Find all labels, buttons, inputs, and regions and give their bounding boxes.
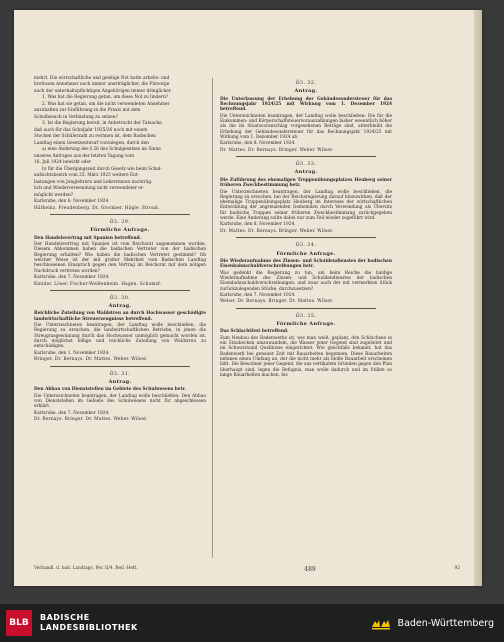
item-32 — [220, 81, 392, 153]
lions-icon — [370, 615, 392, 631]
item-body: Der Handelsvertrag mit Spanien ist vom Reichsrat angenommen worden. Diesem Abkommen haben die badischen Vertreter von der badischen Regierung erhalten? Wie haben die badischen Vertreter gestimmt? Ob welcher Weise ist der mit großer Mehrheit vom Badischen Landtag beschlossenen Einspruch gegen den Vertrag im Reichsrat mit dem nötigen Nachdruck vertreten worden? — [34, 242, 206, 274]
intro-line: brotlosen Annehmer noch immer unerträglicher, die Fürsorge — [34, 82, 170, 88]
item-number: Ö3. 33. — [295, 162, 317, 168]
intro-line: möglicht werden? — [34, 192, 74, 198]
item-34 — [220, 243, 392, 305]
item-signers: Weber. Dr. Bernays. Bringer. Dr. Mattes. Wilser. — [220, 299, 334, 305]
item-29 — [34, 220, 206, 287]
intro-line: a) eine Änderung des § 26 des Schulgesetzes im Sinne — [42, 147, 161, 153]
item-number: Ö3. 34. — [295, 243, 317, 249]
intro-text — [34, 76, 206, 198]
item-title: Förmliche Anfrage. — [276, 250, 336, 257]
item-subject: Die Unterlassung der Erhebung der Gebäudesondersteuer für das Rechnungsjahr 1924/25 mit Wirkung vom 1. Dezember 1924 betreffend. — [220, 96, 392, 113]
footer-right-number: 92 — [454, 566, 460, 571]
item-title: Antrag. — [108, 303, 132, 310]
item-subject: Das Schlachtfest betreffend. — [220, 329, 289, 335]
item-signers: Kinider. Löser. Fischer-Weißenheim. Hagen. Schumsf. — [34, 281, 162, 287]
item-title: Antrag. — [294, 88, 318, 95]
item-date: Karlsruhe, den 8. November 1924. — [220, 222, 296, 228]
intro-line: aufsichtsbezirk vom 25. März 1923 weitere Ent- — [34, 173, 140, 179]
intro-line: mehrt. Die wirtschaftliche und geistige Not hatte arbeits- und — [34, 76, 170, 81]
page-number: 489 — [304, 566, 316, 573]
item-title: Förmliche Anfrage. — [276, 321, 336, 328]
blb-logo[interactable] — [6, 610, 32, 636]
item-body: Die Unterzeichneten beantragen, der Landtag wolle beschließen: Die für die Einkommen- und Körperschaftsteuervorauszahlungen bisher wesentlich höher als die im Staatsvoranschlag vorgesehenen Beträge sind, unterbleibt die Erhebung der Gebäudesondersteuer für das Rechnungsjahr 1924/25 mit Wirkung vom 1. Dezember 1924 ab. — [220, 113, 392, 140]
item-subject: Den Handelsvertrag mit Spanien betreffend. — [34, 235, 142, 241]
intro-line: unseres Antrages aus der letzten Tagung vom — [34, 153, 135, 159]
library-name-line2: LANDESBIBLIOTHEK — [40, 623, 138, 632]
separator — [50, 214, 190, 215]
item-number: Ö3. 32. — [295, 81, 317, 86]
intro-date: Karlsruhe, den 6. November 1924. — [34, 199, 110, 205]
item-body: Die Unterzeichneten beantragen, der Landtag wolle beschließen, die Regierung zu ersuchen, die landwirtschaftlichen Betriebe, in jenen die Streugrasgewinnung durch das Hochwasser unmöglich gemacht worden ist, durch möglichst billige und reichliche Zuteilung von Waldstreu zu entschädigen. — [34, 323, 206, 350]
region-name: Baden-Württemberg — [397, 617, 494, 629]
item-body: Die Unterzeichneten beantragen, der Landtag wolle beschließen, die Regierung zu ersuchen, bei der Reichsregierung darauf hinzuwirken, daß der ehemalige Truppenübungsplatz Heuberg im Interesse der wirtschaftlichen Entwicklung der angrenzenden Gemeinden durch Verwendung als Übersitz für badische Truppen seiner früheren Zweckbestimmung zurückgegeben werde. Eine Änderung sollte dabei nur zum Teil wieder zugeführt wird. — [220, 189, 392, 221]
item-subject: Die Wiederaufnahme des Zinsen- und Schuldendienstes der badischen Eisenbahnschuldverschreibungen betr. — [220, 258, 392, 270]
item-body: Die Unterzeichneten beantragen, der Landtag wolle beschließen: Den Abbau von Dienststellen im Gebiete des Schulwesens nicht für abgeschlossen erklärt. — [34, 393, 206, 410]
intro-line: lich und Wiederverwendung nicht verwendeter er- — [34, 186, 145, 192]
intro-line: Schulbesuch in Verbindung zu setzen? — [34, 114, 118, 120]
library-name[interactable] — [40, 613, 138, 633]
intro-line: lastungen von Junglehrern und Lehrerinnen nachträg- — [34, 179, 153, 185]
intro-line: anzuhalten zur Einführung in die Praxis mit dem — [34, 108, 141, 114]
intro-line: daß auch für das Schuljahr 1925/26 noch mit einem — [34, 127, 148, 133]
right-column — [220, 76, 392, 379]
item-number: Ö3. 29. — [109, 219, 131, 225]
item-date: Karlsruhe, den 7. November 1924. — [34, 410, 110, 416]
item-signers: Dr. Bernays. Bringer. Dr. Mattes. Weber. Wilser. — [34, 417, 148, 423]
item-date: Karlsruhe, den 7. November 1924. — [34, 275, 110, 281]
page-footer — [34, 566, 460, 573]
separator — [236, 237, 376, 238]
item-30 — [34, 296, 206, 363]
item-body: Was gedenkt die Regierung zu tun, um beim Reiche die baldige Wiederaufnahme des Zinsen- und Schuldendienstes der badischen Eisenbahnschuldverschreibungen, und zwar auch der mit vermerkten Stück zurückzulegenden Stücke, durchzusetzen? — [220, 270, 392, 292]
item-subject: Reichliche Zuteilung von Waldstreu an durch Hochwasser geschädigte landwirtschaftliche Streuerzeugnisse betreffend. — [34, 311, 206, 322]
item-35 — [220, 314, 392, 378]
column-divider — [212, 78, 213, 558]
item-body: Zum Neubau des Badenwerks ist, wie man weiß, geplant, den Schluchsee in ein Staubecken umzuwandeln, die Wasser jener Gegend sind zugeleitet und im Schwarzwald Quellnisse eingerichtet. Wie gleichfalls bekannt, hat das Badenwerk bei genauer Zeit mit Bauarbeiten begonnen. Diese Bauarbeiten nehmen einen Umfang an, der die nicht mehr als bloße Bauarbeit erscheinen läßt. Die Bewohner jener Gegend, die aus vertikalem Gründen gegen den Plan überhaupt sind, legen die Befugnis, man wolle dadurch und im Stillen so lange Bauarbeiten machen, bis — [220, 335, 392, 378]
separator — [236, 156, 376, 157]
item-title: Antrag. — [108, 378, 132, 385]
intro-line: 3. Ist die Regierung bereit, in Anbetracht der Tatsache, — [42, 121, 164, 127]
separator — [50, 290, 190, 291]
item-date: Karlsruhe, den 1. November 1924. — [34, 350, 110, 356]
left-column — [34, 76, 206, 424]
item-title: Antrag. — [294, 169, 318, 176]
separator — [50, 366, 190, 367]
item-title: Förmliche Anfrage. — [90, 227, 150, 234]
item-date: Karlsruhe, den 7. November 1924. — [220, 293, 296, 298]
footer-source: Verhandl. d. bad. Landtags. Per. II/4. Beil.-Heft. — [34, 566, 138, 571]
item-number: Ö3. 30. — [109, 295, 131, 301]
intro-signers: Häfheinz. Freudenberg. Dr. Glockner. Hägle. Strouß. — [34, 205, 160, 211]
item-signers: Bringer. Dr. Bernays. Dr. Mattes. Weber. Wilser. — [34, 357, 148, 363]
library-bar — [0, 604, 504, 642]
intro-line: 16. Juli 1924 bewirkt oder — [34, 160, 92, 166]
item-number: Ö3. 31. — [109, 371, 131, 377]
item-subject: Die Zuführung des ehemaligen Truppenübungsplatzes Heuberg seiner früheren Zweckbestimmung betr. — [220, 177, 392, 189]
blb-logo-text: BLB — [9, 618, 29, 628]
item-signers: Dr. Mattes. Dr. Bernays. Bringer. Weber. Wilser. — [220, 147, 334, 153]
intro-line: Landtag einen Gesetzentwurf vorzulegen, durch den — [34, 140, 149, 146]
intro-line: auch der unterhaltspflichtigen Angehörigen immer dringlicher. — [34, 88, 172, 94]
intro-line: b) für die Übergangszeit durch Gesetz wie beim Schul- — [42, 166, 162, 172]
intro-line: Stocken der Schülerzahl zu rechnen ist, dem Badischen — [34, 134, 156, 140]
item-signers: Dr. Mattes. Dr. Bernays. Bringer. Weber. Wilser. — [220, 228, 334, 234]
item-33 — [220, 162, 392, 234]
baden-wuerttemberg-brand[interactable] — [370, 615, 494, 631]
item-subject: Den Abbau von Dienststellen im Gebiete des Schulwesens betr. — [34, 387, 186, 393]
page-edge — [474, 10, 482, 586]
item-31 — [34, 372, 206, 423]
separator — [236, 308, 376, 309]
intro-line: 1. Was hat die Regierung getan, um diese Not zu lindern? — [42, 95, 169, 101]
item-number: Ö3. 35. — [295, 313, 317, 319]
intro-line: 2. Was hat sie getan, um die nicht verwendeten Annehmer — [42, 101, 170, 107]
item-date: Karlsruhe, den 8. November 1924. — [220, 141, 296, 147]
document-page — [14, 10, 482, 586]
library-name-line1: BADISCHE — [40, 613, 90, 622]
